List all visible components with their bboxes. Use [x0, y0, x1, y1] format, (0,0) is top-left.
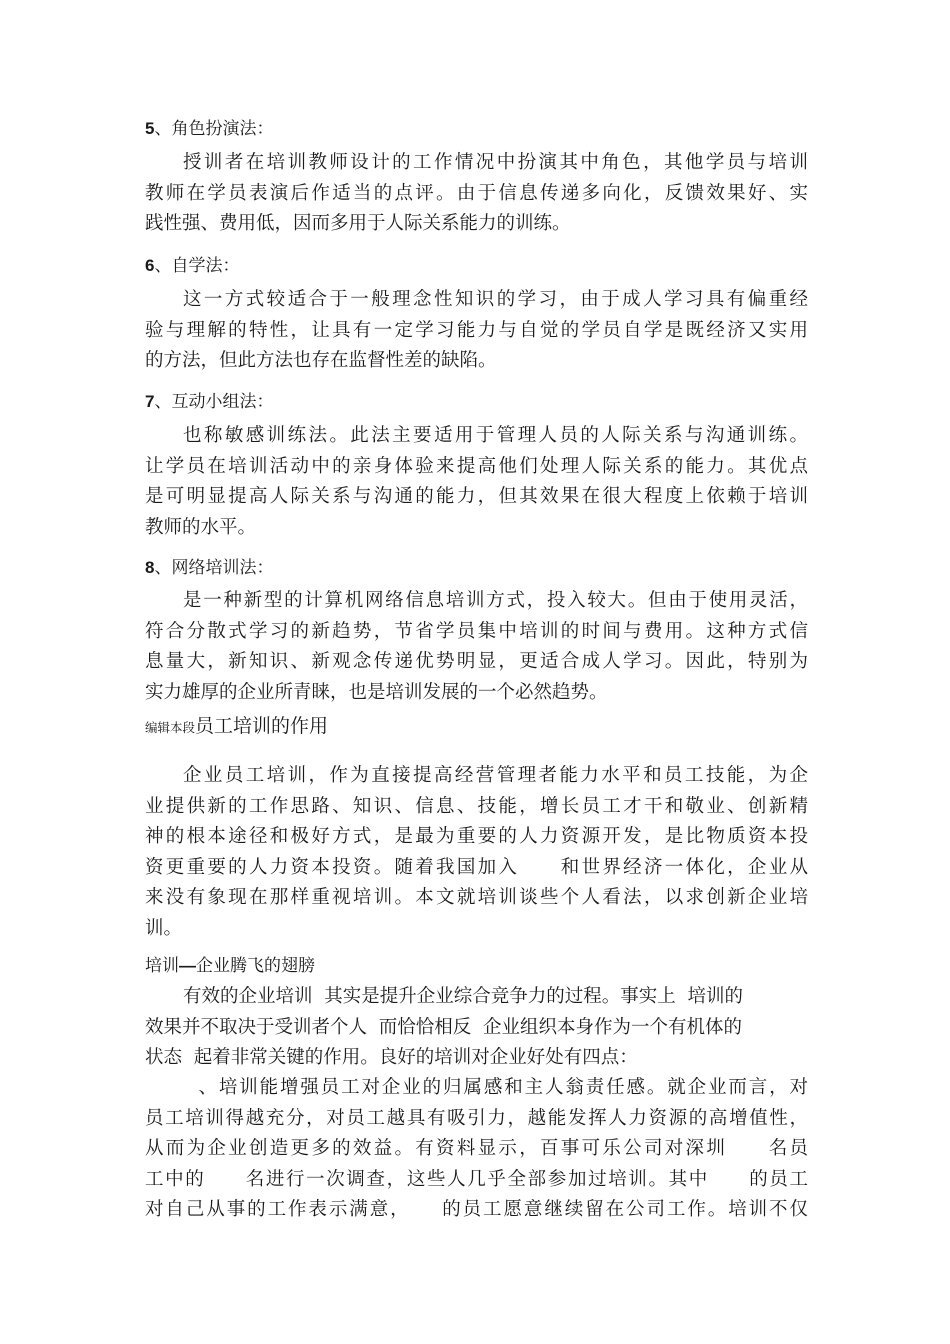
section-heading-6 — [145, 254, 239, 278]
section-title: 、自学法： — [154, 256, 240, 276]
paragraph-line: 让学员在培训活动中的亲身体验来提高他们处理人际关系的能力。其优点 — [145, 455, 808, 477]
paragraph-line: 教师在学员表演后作适当的点评。由于信息传递多向化，反馈效果好、实 — [145, 182, 808, 204]
paragraph-line: 是一种新型的计算机网络信息培训方式，投入较大。但由于使用灵活， — [183, 590, 808, 611]
section-title: 、角色扮演法： — [154, 119, 274, 139]
paragraph-line: 、培训能增强员工对企业的归属感和主人翁责任感。就企业而言，对 — [183, 1077, 808, 1098]
section-title: 、互动小组法： — [154, 392, 274, 412]
subheading-part: 企业腾飞的翅膀 — [196, 956, 315, 976]
section-heading-8 — [145, 556, 273, 580]
subheading-training-wings — [145, 951, 315, 976]
paragraph-line: 践性强、费用低，因而多用于人际关系能力的训练。 — [145, 213, 571, 234]
paragraph-line: 也称敏感训练法。此法主要适用于管理人员的人际关系与沟通训练。 — [183, 425, 808, 446]
paragraph-line: 有效的企业培训 其实是提升企业综合竞争力的过程。事实上 培训的 — [183, 986, 744, 1007]
paragraph-line: 来没有象现在那样重视培训。本文就培训谈些个人看法，以求创新企业培 — [145, 887, 808, 908]
paragraph-line: 训。 — [145, 917, 183, 939]
body-paragraph — [145, 982, 808, 1074]
paragraph-line: 的方法，但此方法也存在监督性差的缺陷。 — [145, 350, 497, 371]
paragraph-line: 息量大，新知识、新观念传递优势明显，更适合成人学习。因此，特别为 — [145, 651, 808, 672]
section-title-text: 员工培训的作用 — [195, 715, 329, 737]
section-paragraph-6 — [145, 285, 808, 377]
paragraph-line: 符合分散式学习的新趋势，节省学员集中培训的时间与费用。这种方式信 — [145, 620, 808, 642]
paragraph-line: 效果并不取决于受训者个人 而恰恰相反 企业组织本身作为一个有机体的 — [145, 1016, 743, 1038]
section-title: 、网络培训法： — [154, 558, 274, 578]
intro-paragraph — [145, 761, 808, 944]
paragraph-line: 对自己从事的工作表示满意， 的员工愿意继续留在公司工作。培训不仅 — [145, 1199, 808, 1220]
paragraph-line: 实力雄厚的企业所青睐，也是培训发展的一个必然趋势。 — [145, 681, 608, 703]
paragraph-line: 验与理解的特性，让具有一定学习能力与自觉的学员自学是既经济又实用 — [145, 319, 808, 341]
paragraph-line: 业提供新的工作思路、知识、信息、技能，增长员工才干和敬业、创新精 — [145, 795, 808, 817]
section-heading-7 — [145, 390, 273, 414]
paragraph-line: 企业员工培训，作为直接提高经营管理者能力水平和员工技能，为企 — [183, 765, 808, 786]
subheading-dash: — — [179, 956, 196, 975]
section-number: 5 — [145, 119, 155, 138]
paragraph-line: 授训者在培训教师设计的工作情况中扮演其中角色，其他学员与培训 — [183, 152, 808, 173]
paragraph-line: 教师的水平。 — [145, 516, 257, 538]
paragraph-line: 工中的 名进行一次调查，这些人几乎全部参加过培训。其中 的员工 — [145, 1168, 808, 1190]
section-number: 6 — [145, 256, 155, 275]
section-number: 7 — [145, 392, 155, 411]
section-heading-5 — [145, 117, 273, 141]
section-paragraph-8 — [145, 586, 808, 708]
section-paragraph-7 — [145, 421, 808, 543]
section-number: 8 — [145, 558, 155, 577]
paragraph-line: 状态 起着非常关键的作用。良好的培训对企业好处有四点： — [145, 1047, 638, 1068]
paragraph-line: 是可明显提高人际关系与沟通的能力，但其效果在很大程度上依赖于培训 — [145, 486, 808, 507]
paragraph-line: 资更重要的人力资本投资。随着我国加入 和世界经济一体化，企业从 — [145, 856, 808, 878]
edit-section-label: 编辑本段 — [145, 720, 196, 735]
paragraph-line: 员工培训得越充分，对员工越具有吸引力，越能发挥人力资源的高增值性， — [145, 1107, 808, 1129]
paragraph-line: 神的根本途径和极好方式，是最为重要的人力资源开发，是比物质资本投 — [145, 826, 808, 847]
paragraph-line: 从而为企业创造更多的效益。有资料显示，百事可乐公司对深圳 名员 — [145, 1138, 808, 1159]
point-paragraph — [145, 1073, 808, 1226]
subheading-part: 培训 — [145, 956, 179, 976]
section-paragraph-5 — [145, 148, 808, 240]
paragraph-line: 这一方式较适合于一般理念性知识的学习，由于成人学习具有偏重经 — [183, 289, 808, 310]
section-title-role-of-training — [145, 711, 328, 738]
